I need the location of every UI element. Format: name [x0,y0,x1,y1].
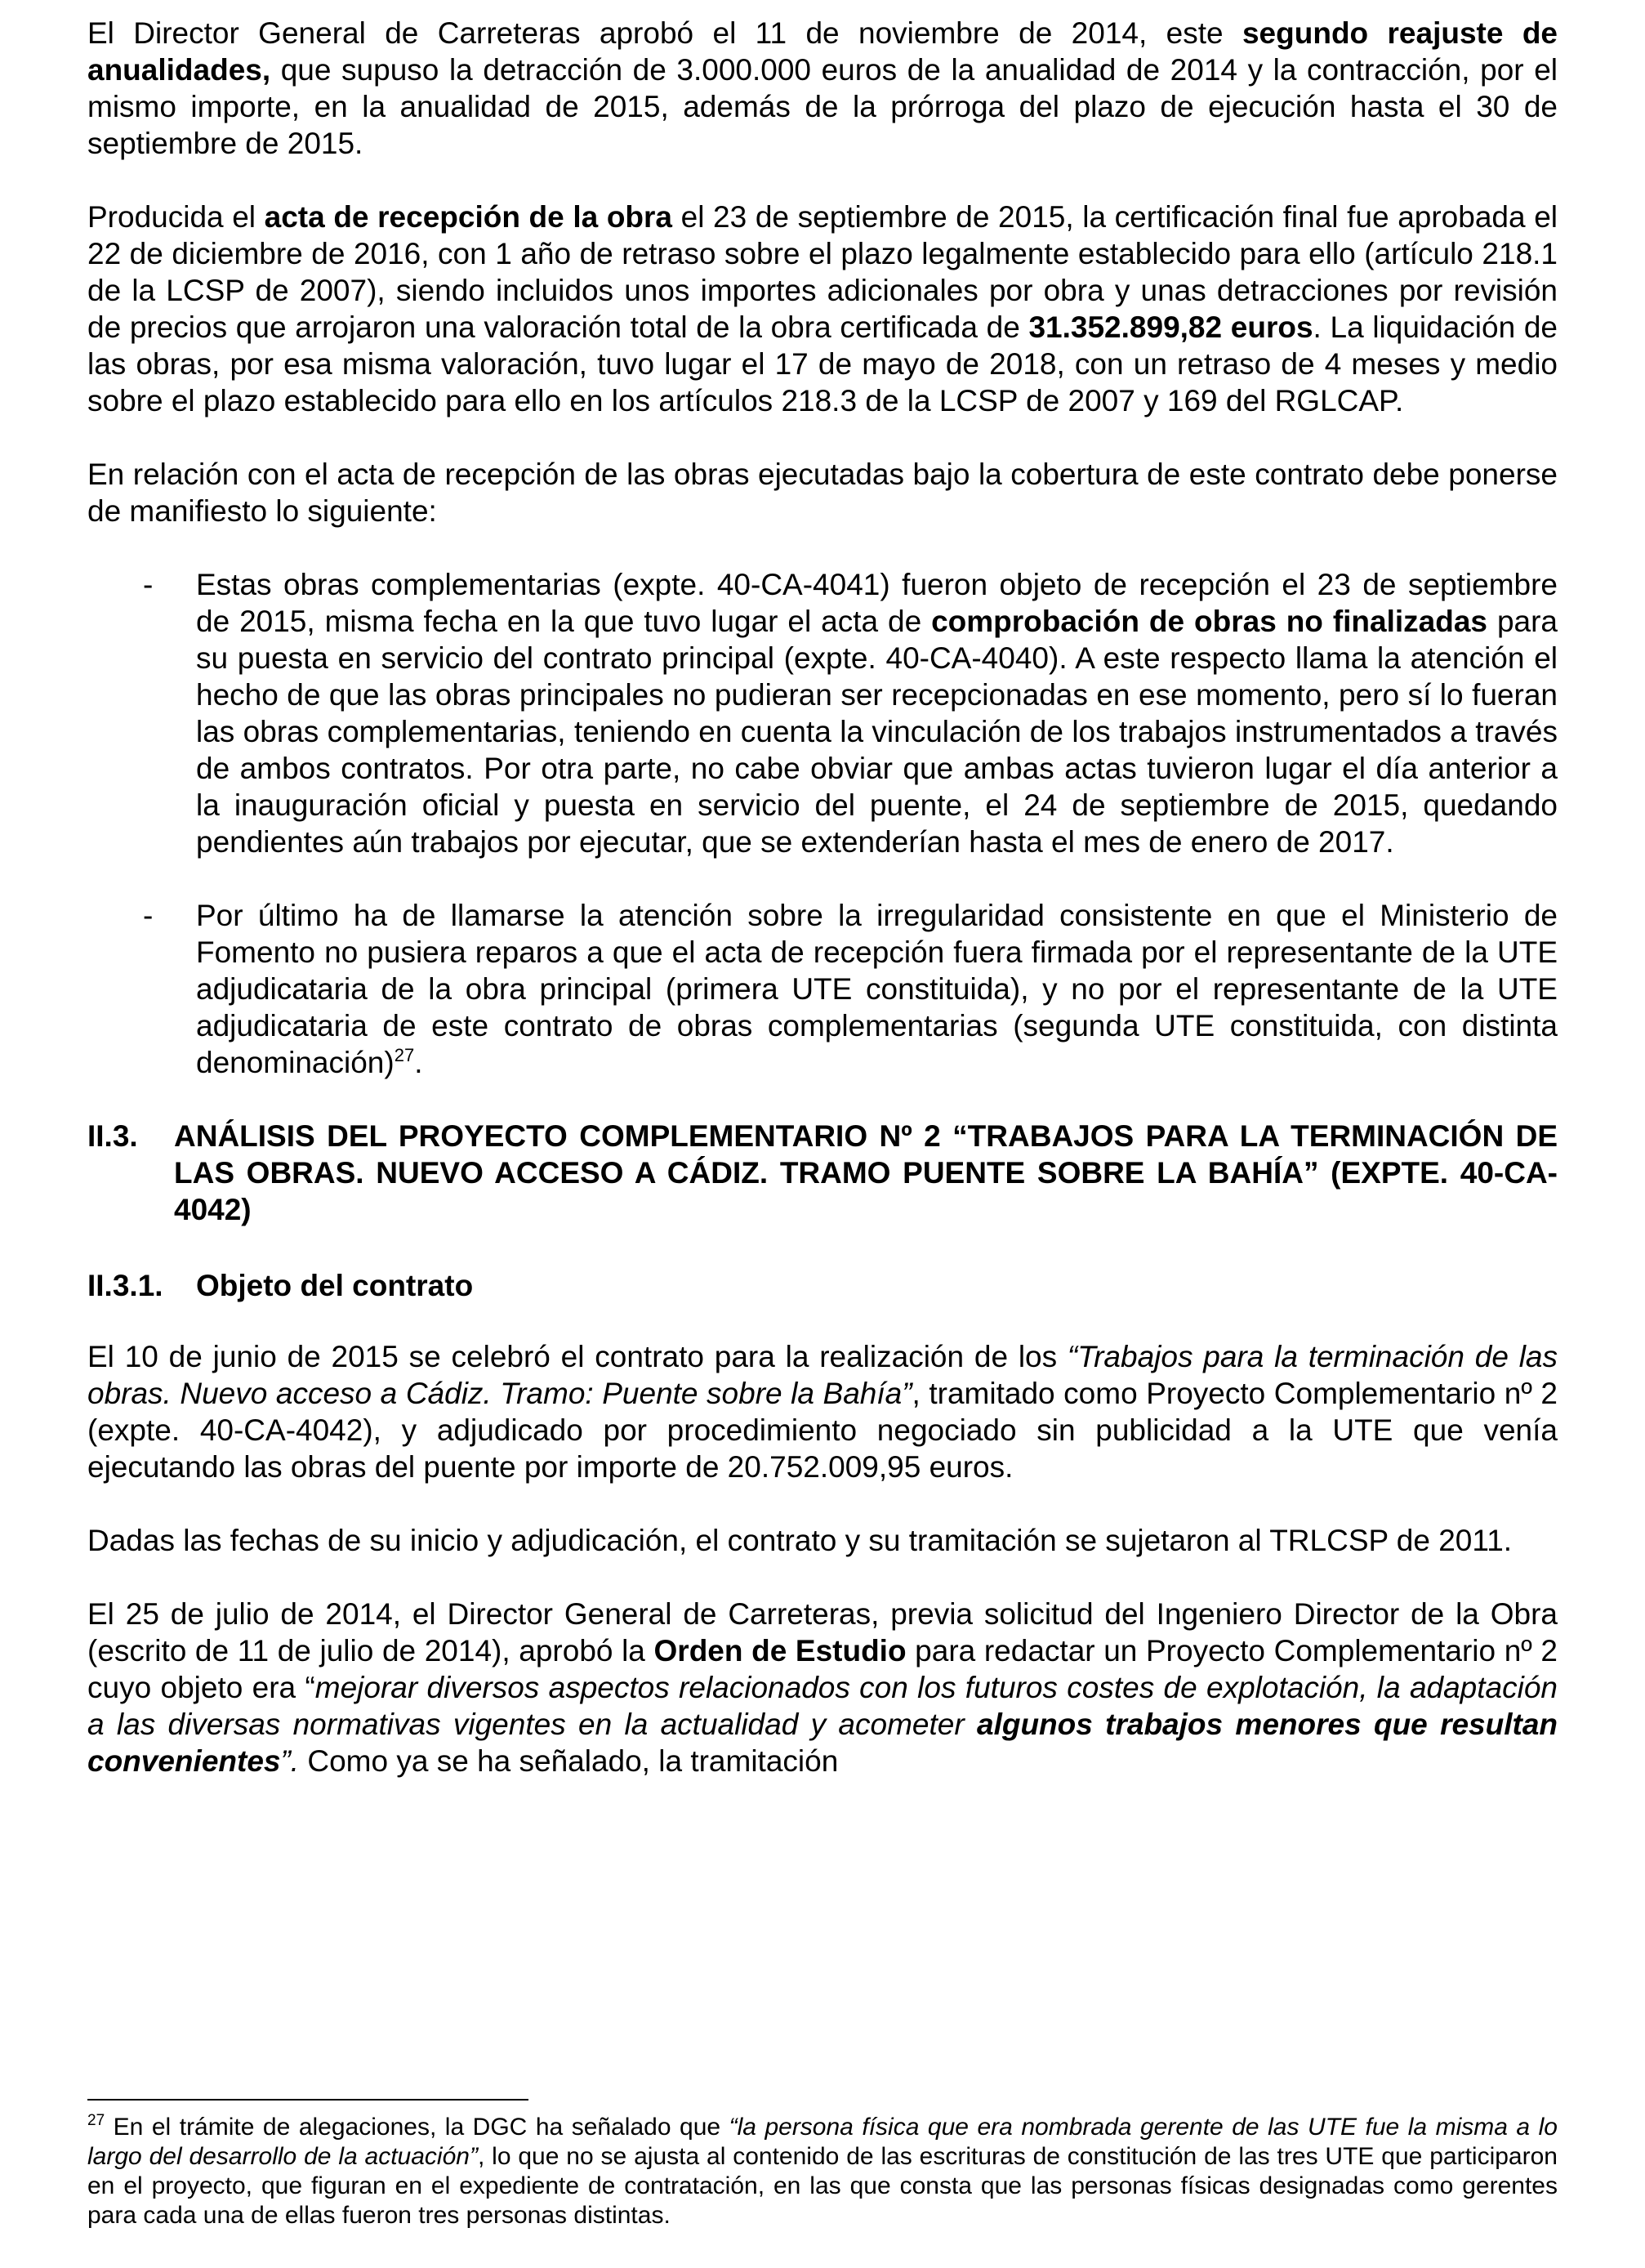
bold-text: segundo reajuste de anualidades, [87,16,1558,87]
italic-text: ”. [280,1744,300,1778]
text-run: que supuso la detracción de 3.000.000 euros de la anualidad de 2014 y la contracción, por el mismo importe, en la anualidad de 2015, además de la prórroga del plazo de ejecución hasta el 30 de septiembre de 2015. [87,53,1558,160]
footnote-reference[interactable]: 27 [394,1045,415,1065]
footnote-number: 27 [87,2112,105,2129]
text-run: Como ya se ha señalado, la tramitación [299,1744,839,1778]
section-title: ANÁLISIS DEL PROYECTO COMPLEMENTARIO Nº 2 “TRABAJOS PARA LA TERMINACIÓN DE LAS OBRAS. NUEVO ACCESO A CÁDIZ. TRAMO PUENTE SOBRE LA BAHÍA” (EXPTE. 40-CA-4042) [174,1119,1558,1226]
bullet-list [87,566,1558,1081]
footnote [87,2113,1558,2230]
section-heading [87,1118,1558,1228]
list-item [87,897,1558,1081]
paragraph-reajuste [87,15,1558,162]
paragraph-acta-recepcion [87,199,1558,419]
text-run: El 10 de junio de 2015 se celebró el contrato para la realización de los [87,1340,1068,1373]
bold-italic-text: algunos trabajos menores que resultan convenientes [87,1708,1558,1778]
footnote-separator [87,2099,528,2101]
bold-amount: 31.352.899,82 euros [1028,310,1313,344]
text-run: para redactar un Proyecto Complementario nº 2 cuyo objeto era “ [87,1634,1558,1704]
text-run: Estas obras complementarias (expte. 40-CA-4041) fueron objeto de recepción el 23 de septiembre de 2015, misma fecha en la que tuvo lugar el acta de [196,568,1558,638]
list-item [87,566,1558,860]
text-run: . [414,1046,423,1079]
text-run: , tramitado como Proyecto Complementario nº 2 (expte. 40-CA-4042), y adjudicado por procedimiento negociado sin publicidad a la UTE que venía ejecutando las obras del puente por importe de 20.752.009,95 euros. [87,1377,1558,1484]
text-run: Por último ha de llamarse la atención sobre la irregularidad consistente en que el Ministerio de Fomento no pusiera reparos a que el acta de recepción fuera firmada por el representante de la UTE adjudicataria de la obra principal (primera UTE constituida), y no por el representante de la UTE adjudicataria de este contrato de obras complementarias (segunda UTE constituida, con distinta denominación) [196,899,1558,1079]
italic-text: “la persona física que era nombrada gerente de las UTE fue la misma a lo largo del desarrollo de la actuación” [87,2114,1558,2170]
text-run: , lo que no se ajusta al contenido de las escrituras de constitución de las tres UTE que participaron en el proyecto, que figuran en el expediente de contratación, en las que consta que las personas físicas designadas como gerentes para cada una de ellas fueron tres personas distintas. [87,2143,1558,2229]
bold-text: comprobación de obras no finalizadas [931,605,1488,638]
paragraph-orden-estudio [87,1596,1558,1779]
subsection-heading [87,1267,1558,1304]
italic-text: “Trabajos para la terminación de las obras. Nuevo acceso a Cádiz. Tramo: Puente sobre la Bahía” [87,1340,1558,1410]
text-run: para su puesta en servicio del contrato principal (expte. 40-CA-4040). A este respecto llama la atención el hecho de que las obras principales no pudieran ser recepcionadas en ese momento, pero sí lo fueran las obras complementarias, teniendo en cuenta la vinculación de los trabajos instrumentados a través de ambos contratos. Por otra parte, no cabe obviar que ambas actas tuvieron lugar el día anterior a la inauguración oficial y puesta en servicio del puente, el 24 de septiembre de 2015, quedando pendientes aún trabajos por ejecutar, que se extenderían hasta el mes de enero de 2017. [196,605,1558,859]
text-run: Producida el [87,200,265,234]
section-number: II.3. [87,1119,138,1153]
text-run: el 23 de septiembre de 2015, la certificación final fue aprobada el 22 de diciembre de 2016, con 1 año de retraso sobre el plazo legalmente establecido para ello (artículo 218.1 de la LCSP de 2007), siendo incluidos unos importes adicionales por obra y unas detracciones por revisión de precios que arrojaron una valoración total de la obra certificada de [87,200,1558,344]
paragraph-contrato [87,1338,1558,1485]
bold-text: acta de recepción de la obra [264,200,673,234]
dash-marker: - [143,899,154,932]
bold-text: Orden de Estudio [653,1634,907,1668]
subsection-number: II.3.1. [87,1269,163,1302]
paragraph-relacion: En relación con el acta de recepción de las obras ejecutadas bajo la cobertura de este contrato debe ponerse de manifiesto lo siguiente: [87,458,1558,528]
document-body [87,15,1558,1816]
text-run: El Director General de Carreteras aprobó el 11 de noviembre de 2014, este [87,16,1242,50]
text-run: El 25 de julio de 2014, el Director General de Carreteras, previa solicitud del Ingeniero Director de la Obra (escrito de 11 de julio de 2014), aprobó la [87,1597,1558,1668]
subsection-title: Objeto del contrato [196,1269,474,1302]
text-run: . La liquidación de las obras, por esa misma valoración, tuvo lugar el 17 de mayo de 2018, con un retraso de 4 meses y medio sobre el plazo establecido para ello en los artículos 218.3 de la LCSP de 2007 y 169 del RGLCAP. [87,310,1558,417]
paragraph-fechas: Dadas las fechas de su inicio y adjudicación, el contrato y su tramitación se sujetaron al TRLCSP de 2011. [87,1524,1513,1557]
text-run: En el trámite de alegaciones, la DGC ha señalado que [105,2114,729,2141]
italic-text: mejorar diversos aspectos relacionados con los futuros costes de explotación, la adaptación a las diversas normativas vigentes en la actualidad y acometer [87,1671,1558,1741]
dash-marker: - [143,568,154,601]
